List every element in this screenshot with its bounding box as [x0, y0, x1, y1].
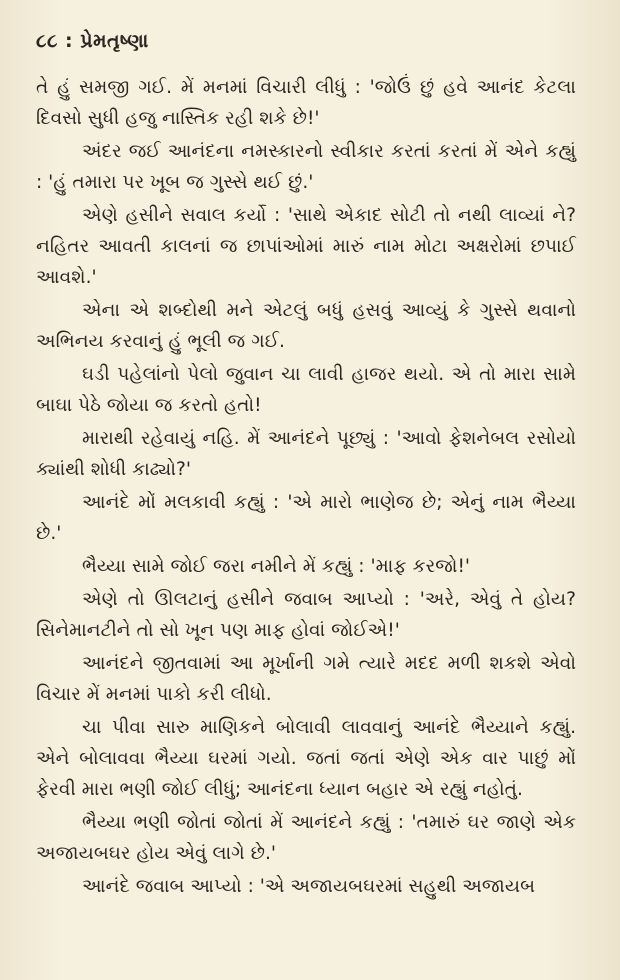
paragraph: એના એ શબ્દોથી મને એટલું બધું હસવું આવ્યું કે ગુસ્સે થવાનો અભિનય કરવાનું હું ભૂલી જ ગઈ. — [36, 300, 576, 352]
book-title: પ્રેમતૃષ્ણા — [80, 30, 149, 52]
paragraph: ઘડી પહેલાંનો પેલો જુવાન ચા લાવી હાજર થયો. એ તો મારા સામે બાઘા પેઠે જોયા જ કરતો હતો! — [36, 364, 576, 416]
running-header — [36, 30, 576, 52]
page-number: ૮૮ — [36, 30, 58, 52]
paragraph: ચા પીવા સારુ માણિકને બોલાવી લાવવાનું આનંદે ભૈય્યાને કહ્યું. એને બોલાવવા ભૈય્યા ઘરમાં ગયો. જતાં જતાં એણે એક વાર પાછું મોં ફેરવી મારા ભણી જોઈ લીધું; આનંદના ધ્યાન બહાર એ રહ્યું નહોતું. — [36, 717, 576, 800]
paragraph: એણે તો ઊલટાનું હસીને જવાબ આપ્યો : 'અરે, એવું તે હોય? સિનેમાનટીને તો સો ખૂન પણ માફ હોવાં જોઈએ!' — [36, 589, 576, 641]
paragraph: ભૈય્યા ભણી જોતાં જોતાં મેં આનંદને કહ્યું : 'તમારું ઘર જાણે એક અજાયબઘર હોય એવું લાગે છે.' — [36, 812, 576, 864]
paragraph: અંદર જઈ આનંદના નમસ્કારનો સ્વીકાર કરતાં કરતાં મેં એને કહ્યું : 'હું તમારા પર ખૂબ જ ગુસ્સે થઈ છું.' — [36, 141, 576, 193]
paragraph: તે હું સમજી ગઈ. મેં મનમાં વિચારી લીધું : 'જોઉં છું હવે આનંદ કેટલા દિવસો સુધી હજુ નાસ્તિક રહી શકે છે!' — [36, 77, 576, 129]
page-body — [36, 72, 576, 902]
paragraph: મારાથી રહેવાયું નહિ. મેં આનંદને પૂછ્યું : 'આવો ફેશનેબલ રસોયો ક્યાંથી શોધી કાઢ્યો?' — [36, 428, 576, 480]
paragraph: આનંદને જીતવામાં આ મૂર્ખાની ગમે ત્યારે મદદ મળી શકશે એવો વિચાર મેં મનમાં પાકો કરી લીધો. — [36, 653, 576, 705]
paragraph: ભૈય્યા સામે જોઈ જરા નમીને મેં કહ્યું : 'માફ કરજો!' — [82, 556, 471, 577]
paragraph: આનંદે જવાબ આપ્યો : 'એ અજાયબઘરમાં સહુથી અજાયબ — [82, 876, 536, 897]
paragraph: આનંદે મોં મલકાવી કહ્યું : 'એ મારો ભાણેજ છે; એનું નામ ભૈય્યા છે.' — [36, 492, 576, 544]
paragraph: એણે હસીને સવાલ કર્યો : 'સાથે એકાદ સોટી તો નથી લાવ્યાં ને? નહિતર આવતી કાલનાં જ છાપાંઓમાં મારું નામ મોટા અક્ષરોમાં છપાઈ આવશે.' — [36, 205, 576, 288]
header-separator: : — [65, 30, 74, 52]
